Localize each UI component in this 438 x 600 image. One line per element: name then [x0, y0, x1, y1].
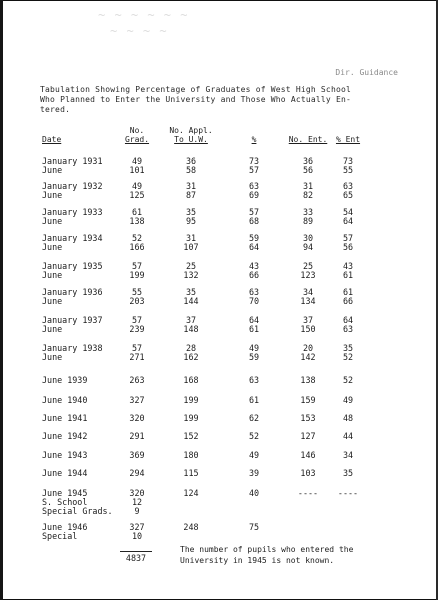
footnote-line: The number of pupils who entered the	[180, 545, 354, 554]
row-pct-applied: 57	[248, 165, 260, 175]
row-pct-entered: 61	[342, 270, 354, 280]
scan-edge-left	[0, 0, 3, 600]
row-entered: 82	[302, 190, 314, 200]
row-graduates: 61	[131, 207, 143, 217]
row-graduates: 12	[131, 497, 143, 507]
row-applied: 31	[185, 233, 197, 243]
row-entered: 56	[302, 165, 314, 175]
row-date: June 1940	[42, 395, 88, 405]
row-date: June 1942	[42, 431, 88, 441]
row-date: Special Grads.	[42, 506, 113, 516]
row-graduates: 203	[129, 296, 145, 306]
header-date: Date	[42, 135, 62, 144]
row-pct-applied: 64	[248, 315, 260, 325]
row-date: January 1936	[42, 287, 103, 297]
row-graduates: 320	[129, 413, 145, 423]
row-graduates: 263	[129, 375, 145, 385]
row-date: January 1934	[42, 233, 103, 243]
header-pct-appl: %	[251, 135, 257, 144]
row-date: June 1943	[42, 450, 88, 460]
row-applied: 37	[185, 315, 197, 325]
row-date: June	[42, 324, 63, 334]
row-entered: 150	[300, 324, 316, 334]
row-date: June	[42, 190, 63, 200]
row-date: June	[42, 216, 63, 226]
row-pct-entered: 43	[342, 261, 354, 271]
row-graduates: 291	[129, 431, 145, 441]
row-graduates: 49	[131, 181, 143, 191]
row-entered: 30	[302, 233, 314, 243]
row-pct-entered: 48	[342, 413, 354, 423]
row-graduates: 57	[131, 315, 143, 325]
row-pct-applied: 59	[248, 233, 260, 243]
row-pct-applied: 63	[248, 375, 260, 385]
row-date: January 1932	[42, 181, 103, 191]
title-line: tered.	[40, 105, 71, 114]
title-line: Tabulation Showing Percentage of Graduates of West High School	[40, 85, 352, 94]
header-entered: No. Ent.	[288, 135, 328, 144]
row-applied: 25	[185, 261, 197, 271]
row-date: June	[42, 352, 63, 362]
row-pct-entered: 56	[342, 242, 354, 252]
row-pct-entered: 64	[342, 315, 354, 325]
row-date: January 1931	[42, 156, 103, 166]
row-graduates: 166	[129, 242, 145, 252]
row-graduates: 101	[129, 165, 145, 175]
row-pct-entered: 52	[342, 352, 354, 362]
row-graduates: 320	[129, 488, 145, 498]
row-applied: 162	[183, 352, 199, 362]
row-pct-entered: 63	[342, 324, 354, 334]
row-pct-applied: 63	[248, 287, 260, 297]
row-pct-applied: 49	[248, 343, 260, 353]
row-applied: 31	[185, 181, 197, 191]
row-graduates: 327	[129, 522, 145, 532]
row-pct-entered: 57	[342, 233, 354, 243]
row-date: Special	[42, 531, 78, 541]
row-date: January 1937	[42, 315, 103, 325]
row-applied: 107	[183, 242, 199, 252]
row-date: June 1944	[42, 468, 88, 478]
row-pct-entered: 54	[342, 207, 354, 217]
row-graduates: 125	[129, 190, 145, 200]
row-applied: 152	[183, 431, 199, 441]
header-appl: No. Appl. To U.W.	[169, 126, 213, 144]
row-graduates: 9	[134, 506, 140, 516]
row-applied: 28	[185, 343, 197, 353]
row-date: June	[42, 270, 63, 280]
row-pct-applied: 68	[248, 216, 260, 226]
row-entered: 142	[300, 352, 316, 362]
row-entered: 159	[300, 395, 316, 405]
row-entered: 123	[300, 270, 316, 280]
row-applied: 199	[183, 395, 199, 405]
row-entered: 33	[302, 207, 314, 217]
row-applied: 144	[183, 296, 199, 306]
row-date: June 1939	[42, 375, 88, 385]
header-pct-entered: % Ent	[335, 135, 361, 144]
corner-note: Dir. Guidance	[335, 68, 398, 77]
row-applied: 124	[183, 488, 199, 498]
row-date: June 1946	[42, 522, 88, 532]
row-pct-entered: 61	[342, 287, 354, 297]
row-pct-entered: 49	[342, 395, 354, 405]
row-graduates: 199	[129, 270, 145, 280]
row-date: June	[42, 296, 63, 306]
row-applied: 199	[183, 413, 199, 423]
row-date: June 1941	[42, 413, 88, 423]
row-pct-applied: 43	[248, 261, 260, 271]
row-applied: 148	[183, 324, 199, 334]
row-applied: 36	[185, 156, 197, 166]
total-graduates: 4837	[120, 551, 152, 563]
row-graduates: 52	[131, 233, 143, 243]
row-entered: 146	[300, 450, 316, 460]
row-graduates: 57	[131, 261, 143, 271]
row-pct-entered: 34	[342, 450, 354, 460]
row-graduates: 57	[131, 343, 143, 353]
row-graduates: 239	[129, 324, 145, 334]
row-date: June	[42, 165, 63, 175]
row-entered: 153	[300, 413, 316, 423]
row-pct-entered: 55	[342, 165, 354, 175]
row-pct-applied: 64	[248, 242, 260, 252]
row-graduates: 138	[129, 216, 145, 226]
row-applied: 87	[185, 190, 197, 200]
row-pct-entered: 66	[342, 296, 354, 306]
row-pct-applied: 62	[248, 413, 260, 423]
row-pct-applied: 61	[248, 324, 260, 334]
row-pct-entered: 52	[342, 375, 354, 385]
row-pct-applied: 63	[248, 181, 260, 191]
row-pct-applied: 57	[248, 207, 260, 217]
row-entered: 127	[300, 431, 316, 441]
row-pct-entered: 65	[342, 190, 354, 200]
footnote-line: University in 1945 is not known.	[180, 556, 335, 565]
row-graduates: 294	[129, 468, 145, 478]
row-applied: 248	[183, 522, 199, 532]
row-pct-applied: 49	[248, 450, 260, 460]
row-entered: 94	[302, 242, 314, 252]
row-pct-applied: 75	[248, 522, 260, 532]
row-pct-applied: 69	[248, 190, 260, 200]
row-pct-applied: 40	[248, 488, 260, 498]
row-pct-applied: 39	[248, 468, 260, 478]
row-entered: 89	[302, 216, 314, 226]
row-date: January 1938	[42, 343, 103, 353]
row-applied: 168	[183, 375, 199, 385]
row-applied: 35	[185, 207, 197, 217]
row-entered: 34	[302, 287, 314, 297]
row-entered: 138	[300, 375, 316, 385]
row-graduates: 55	[131, 287, 143, 297]
row-applied: 58	[185, 165, 197, 175]
row-pct-applied: 52	[248, 431, 260, 441]
row-pct-applied: 61	[248, 395, 260, 405]
row-graduates: 369	[129, 450, 145, 460]
faint-stamp-watermark: ~ ~ ~ ~ ~ ~ ~ ~ ~ ~	[98, 8, 189, 38]
title-line: Who Planned to Enter the University and Those Who Actually En-	[40, 95, 352, 104]
row-date: June	[42, 242, 63, 252]
footnote	[180, 544, 353, 566]
row-pct-applied: 59	[248, 352, 260, 362]
document-title	[40, 85, 410, 115]
row-applied: 115	[183, 468, 199, 478]
row-applied: 35	[185, 287, 197, 297]
row-applied: 180	[183, 450, 199, 460]
row-graduates: 271	[129, 352, 145, 362]
row-entered: ----	[297, 488, 319, 498]
row-pct-entered: 73	[342, 156, 354, 166]
row-applied: 132	[183, 270, 199, 280]
row-date: January 1935	[42, 261, 103, 271]
row-entered: 31	[302, 181, 314, 191]
row-pct-entered: 63	[342, 181, 354, 191]
row-entered: 25	[302, 261, 314, 271]
header-grad: No. Grad.	[124, 126, 150, 144]
row-graduates: 10	[131, 531, 143, 541]
row-pct-entered: ----	[337, 488, 359, 498]
row-entered: 37	[302, 315, 314, 325]
row-graduates: 49	[131, 156, 143, 166]
row-pct-applied: 66	[248, 270, 260, 280]
row-date: January 1933	[42, 207, 103, 217]
row-pct-entered: 35	[342, 468, 354, 478]
row-pct-entered: 35	[342, 343, 354, 353]
row-entered: 36	[302, 156, 314, 166]
row-pct-applied: 73	[248, 156, 260, 166]
row-pct-applied: 70	[248, 296, 260, 306]
row-entered: 103	[300, 468, 316, 478]
row-graduates: 327	[129, 395, 145, 405]
row-applied: 95	[185, 216, 197, 226]
row-pct-entered: 64	[342, 216, 354, 226]
row-pct-entered: 44	[342, 431, 354, 441]
row-date: June 1945	[42, 488, 88, 498]
row-entered: 20	[302, 343, 314, 353]
row-entered: 134	[300, 296, 316, 306]
row-date: S. School	[42, 497, 88, 507]
